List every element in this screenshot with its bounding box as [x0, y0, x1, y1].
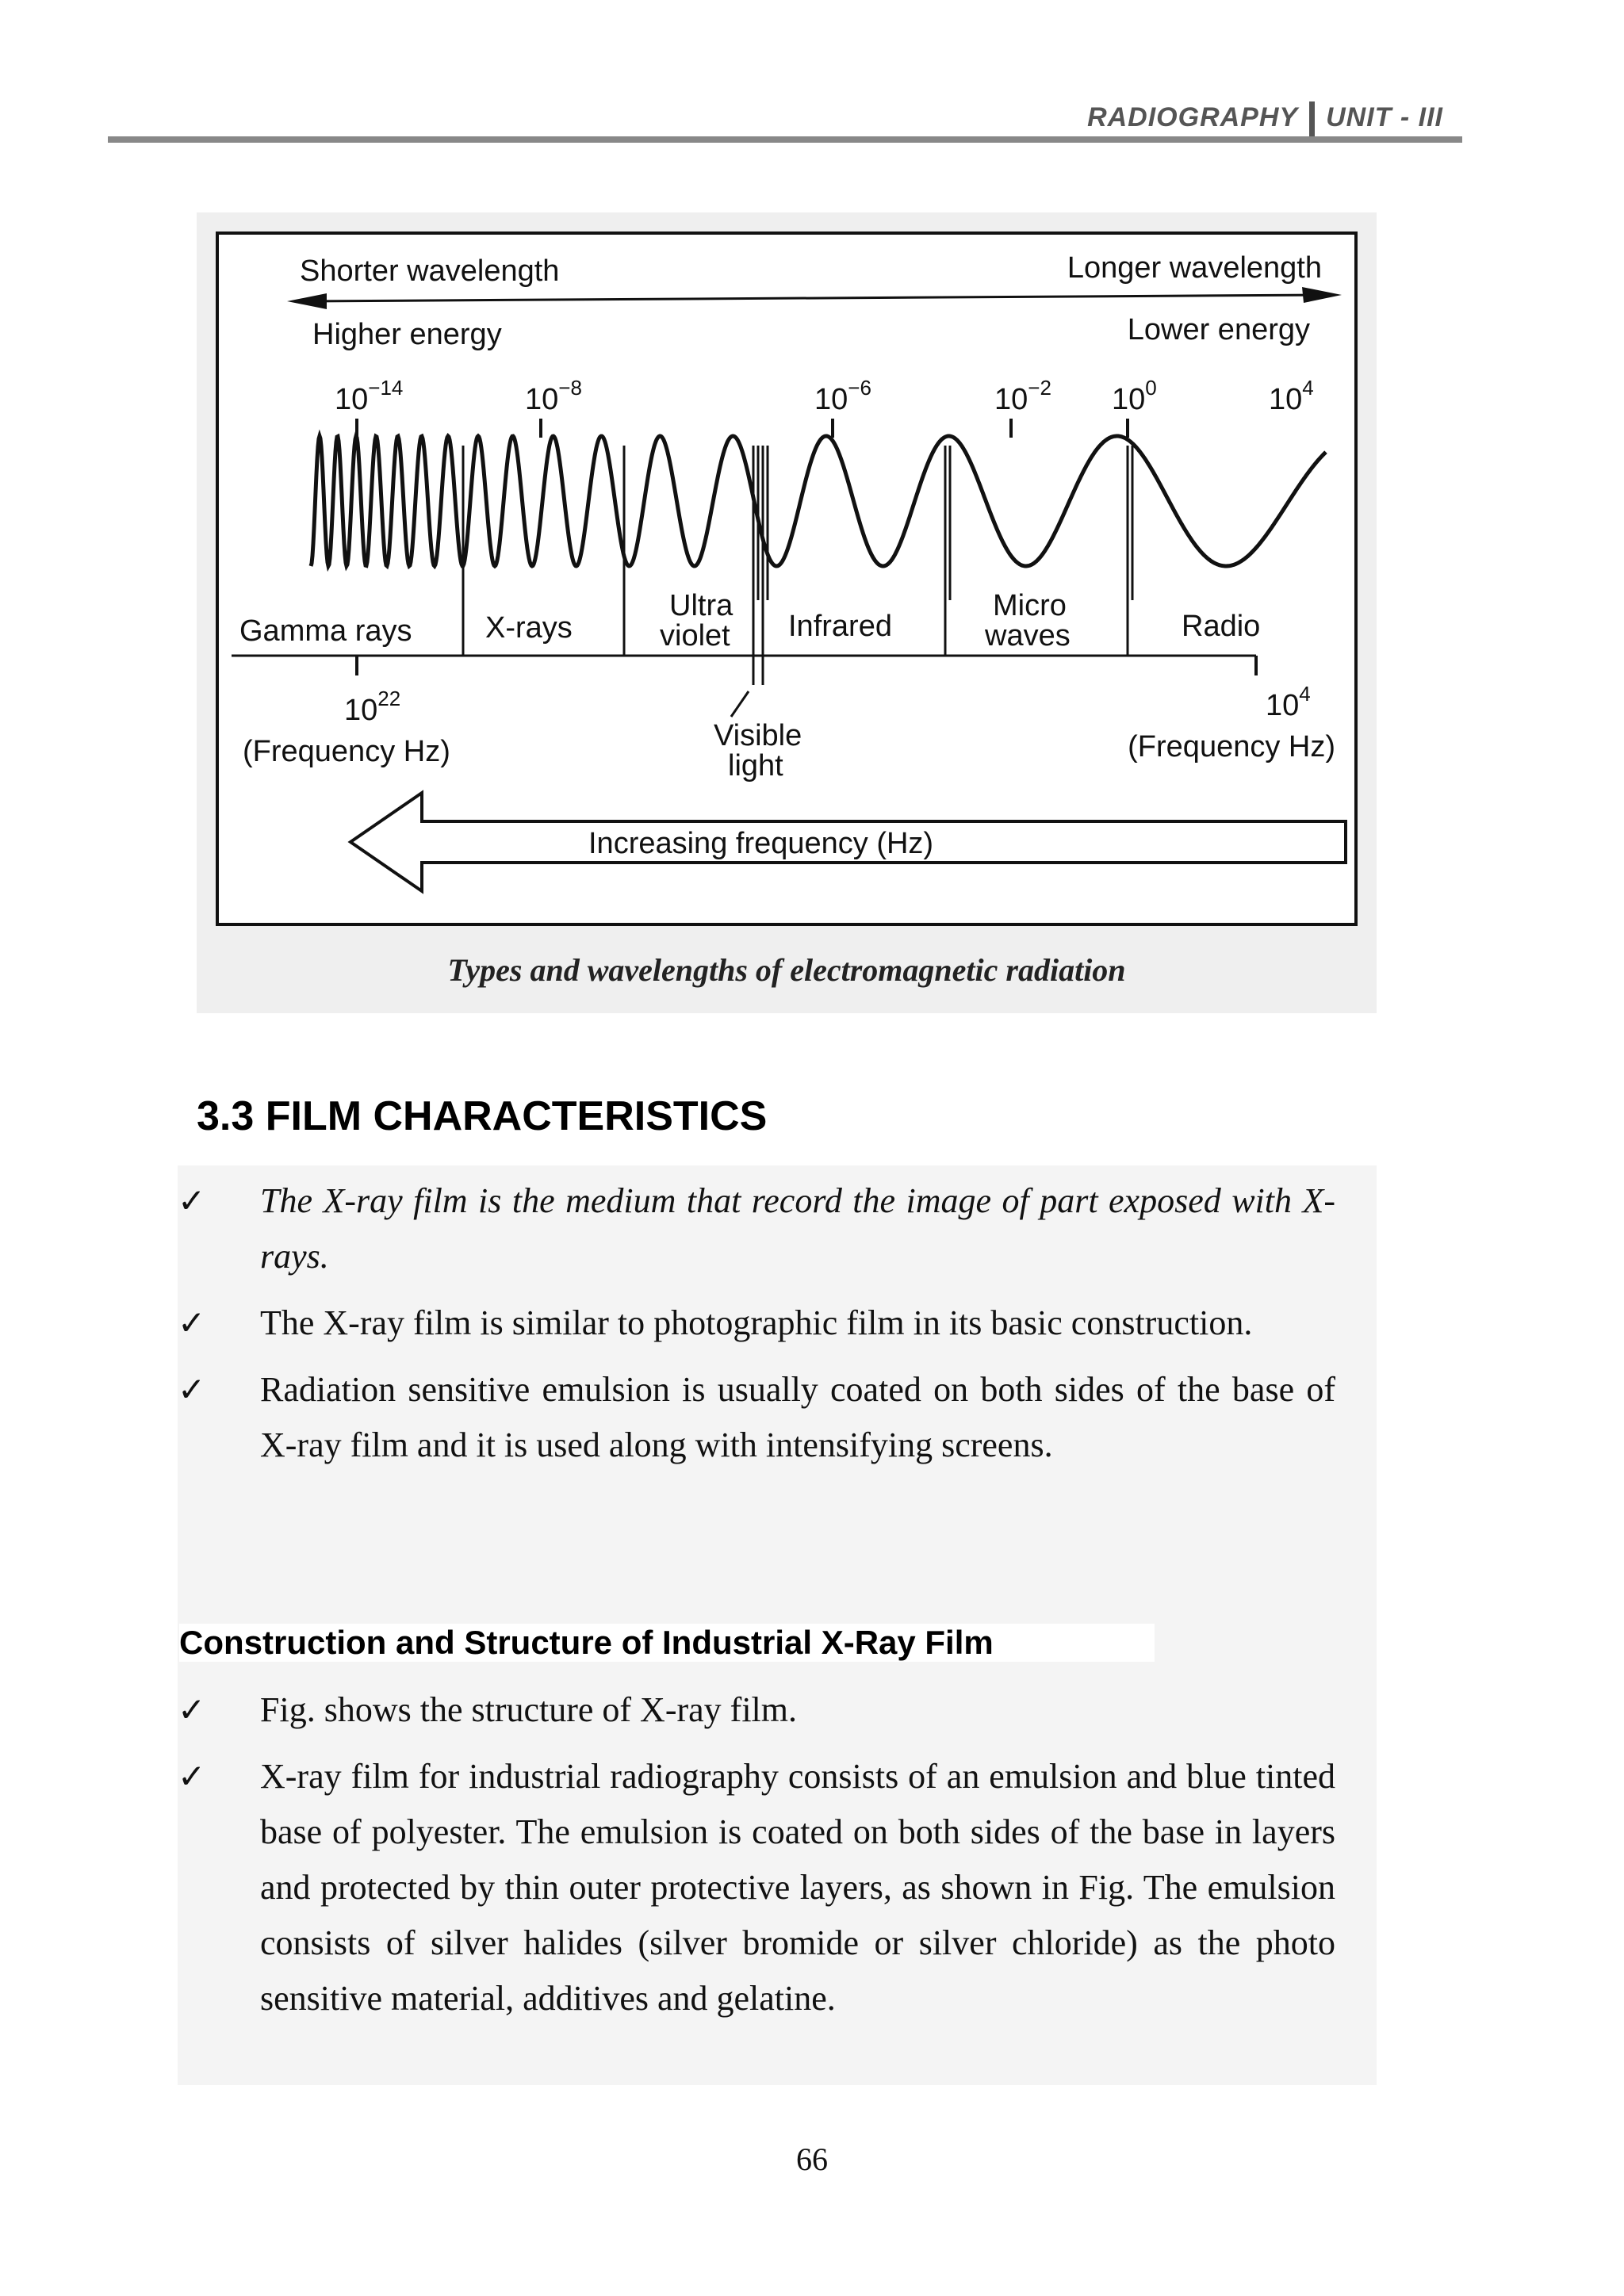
film-characteristics-list: [178, 1173, 1335, 1484]
shorter-wavelength-label: Shorter wavelength: [300, 254, 560, 288]
section-title: 3.3 FILM CHARACTERISTICS: [197, 1093, 768, 1139]
band-gamma-rays: Gamma rays: [239, 614, 412, 648]
band-ultra-violet-line1: Ultra: [669, 589, 733, 622]
list-item: [178, 1173, 1335, 1284]
wavelength-tick-2: $10^{-8}$: [525, 376, 582, 416]
higher-energy-label: Higher energy: [312, 318, 502, 351]
page-number: 66: [796, 2141, 828, 2177]
band-micro-waves-line2: waves: [985, 619, 1071, 652]
wavelength-tick-5: $10^0$: [1112, 376, 1157, 416]
em-spectrum-diagram: [216, 232, 1358, 926]
band-ultra-violet-line2: violet: [660, 619, 730, 652]
list-item-text: Fig. shows the structure of X-ray film.: [260, 1690, 797, 1729]
list-item: [178, 1749, 1335, 2026]
wavelength-tick-4: $10^{-2}$: [994, 376, 1051, 416]
freq-right-unit: (Frequency Hz): [1128, 730, 1335, 763]
construction-subheading: Construction and Structure of Industrial X-Ray Film: [179, 1624, 1155, 1662]
band-micro-waves-line1: Micro: [993, 589, 1067, 622]
list-item-text: The X-ray film is similar to photographic film in its basic construction.: [260, 1303, 1253, 1342]
band-infrared: Infrared: [788, 610, 892, 643]
band-x-rays: X-rays: [485, 611, 573, 645]
header-unit: UNIT - III: [1326, 101, 1443, 132]
check-icon: ✓: [178, 1757, 206, 1796]
check-icon: ✓: [178, 1303, 206, 1342]
longer-wavelength-label: Longer wavelength: [1067, 251, 1322, 285]
lower-energy-label: Lower energy: [1127, 313, 1310, 346]
construction-list: [178, 1682, 1335, 2038]
band-radio: Radio: [1182, 610, 1261, 643]
visible-light-line2: light: [728, 749, 783, 783]
header-subject: RADIOGRAPHY: [1087, 101, 1299, 132]
check-icon: ✓: [178, 1370, 206, 1409]
freq-left-unit: (Frequency Hz): [243, 735, 450, 768]
freq-left-value: $10^{22}$: [344, 687, 401, 727]
increasing-frequency-label: Increasing frequency (Hz): [588, 827, 934, 860]
freq-right-value: $10^4$: [1266, 682, 1311, 722]
list-item: [178, 1295, 1335, 1351]
wavelength-tick-6: $10^4$: [1269, 376, 1314, 416]
visible-light-line1: Visible: [714, 719, 802, 752]
check-icon: ✓: [178, 1181, 206, 1220]
check-icon: ✓: [178, 1690, 206, 1729]
em-spectrum-figure: [216, 232, 1358, 926]
list-item-text: The X-ray film is the medium that record the image of part exposed with X-rays.: [260, 1181, 1335, 1276]
wavelength-tick-3: $10^{-6}$: [814, 376, 871, 416]
list-item-text: Radiation sensitive emulsion is usually coated on both sides of the base of X-ray film and it is used along with intensifying screens.: [260, 1370, 1335, 1464]
page-header: [1031, 101, 1443, 136]
wavelength-tick-1: $10^{-14}$: [335, 376, 404, 416]
header-rule: [108, 136, 1462, 143]
list-item-text: X-ray film for industrial radiography consists of an emulsion and blue tinted base of polyester. The emulsion is coated on both sides of the base in layers and protected by thin outer protective layers, as shown in Fig. The emulsion consists of silver halides (silver bromide or silver chloride) as the photo sensitive material, additives and gelatine.: [260, 1757, 1335, 2018]
figure-caption: Types and wavelengths of electromagnetic radiation: [447, 952, 1126, 988]
list-item: [178, 1682, 1335, 1738]
header-separator: [1309, 101, 1315, 136]
list-item: [178, 1362, 1335, 1473]
